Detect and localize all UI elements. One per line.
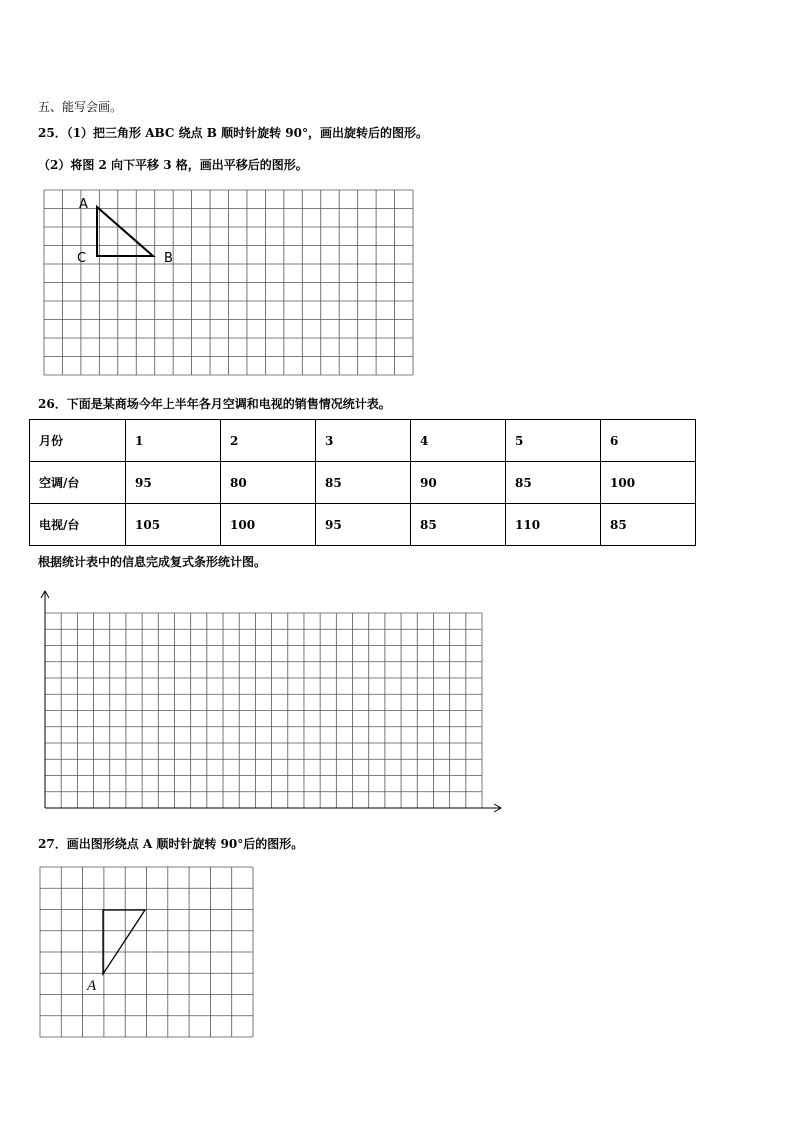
table-cell: 3 [316,420,411,462]
table-cell: 月份 [30,420,126,462]
q25-grid-figure [43,189,415,377]
q26-instruction-text: 根据统计表中的信息完成复式条形统计图。 [38,555,267,569]
bar-chart-grid [38,588,504,812]
table-header-row [30,420,696,462]
table-cell: 100 [221,504,316,546]
table-cell: 1 [126,420,221,462]
table-cell: 85 [316,462,411,504]
q25-part1-text: 25．（1）把三角形 ABC 绕点 B 顺时针旋转 90°，画出旋转后的图形。 [38,126,429,140]
q27-grid-figure [39,866,255,1039]
table-cell: 85 [601,504,696,546]
table-cell: 95 [316,504,411,546]
chart-grid [45,613,482,808]
table-cell: 4 [411,420,506,462]
table-cell: 100 [601,462,696,504]
table-cell: 90 [411,462,506,504]
table-cell: 80 [221,462,316,504]
label-a: A [87,978,97,994]
q26-intro-text: 26．下面是某商场今年上半年各月空调和电视的销售情况统计表。 [38,397,391,411]
label-a: A [79,197,88,212]
table-cell: 空调/台 [30,462,126,504]
triangle-abc [97,207,153,256]
table-cell: 110 [506,504,601,546]
table-cell: 105 [126,504,221,546]
table-cell: 5 [506,420,601,462]
q25-part2-text: （2）将图 2 向下平移 3 格，画出平移后的图形。 [38,158,308,172]
q27-text: 27．画出图形绕点 A 顺时针旋转 90°后的图形。 [38,837,304,851]
label-c: C [77,251,87,266]
section-title: 五、能写会画。 [38,100,123,114]
table-cell: 2 [221,420,316,462]
table-cell: 6 [601,420,696,462]
sales-table [29,419,696,546]
table-row-tv [30,504,696,546]
table-row-aircon [30,462,696,504]
table-cell: 电视/台 [30,504,126,546]
label-b: B [164,251,173,266]
table-cell: 85 [411,504,506,546]
table-cell: 85 [506,462,601,504]
table-cell: 95 [126,462,221,504]
q25-grid [44,190,413,375]
rotation-triangle [103,910,145,974]
q27-grid [40,867,253,1037]
